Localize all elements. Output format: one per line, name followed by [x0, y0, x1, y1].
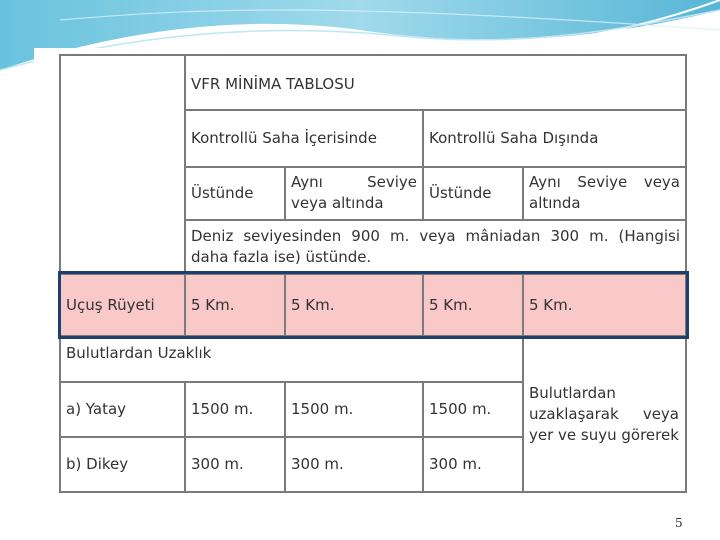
horizontal-value: 1500 m. — [185, 382, 285, 436]
inside-above-header: Üstünde — [185, 167, 285, 220]
table-title: VFR MİNİMA TABLOSU — [185, 55, 686, 110]
inside-controlled-header: Kontrollü Saha İçerisinde — [185, 110, 423, 166]
vfr-minima-table — [59, 54, 687, 493]
corner-cell — [60, 55, 185, 274]
horizontal-value: 1500 m. — [285, 382, 423, 436]
cloud-distance-label: Bulutlardan Uzaklık — [60, 336, 523, 382]
outside-above-header: Üstünde — [423, 167, 523, 220]
vertical-label: b) Dikey — [60, 437, 185, 492]
vertical-value: 300 m. — [185, 437, 285, 492]
horizontal-value: 1500 m. — [423, 382, 523, 436]
visibility-value: 5 Km. — [523, 274, 686, 336]
visibility-value: 5 Km. — [185, 274, 285, 336]
inside-same-level-header: Aynı Seviye veya altında — [285, 167, 423, 220]
vertical-value: 300 m. — [423, 437, 523, 492]
outside-same-level-header: Aynı Seviye veya altında — [523, 167, 686, 220]
horizontal-label: a) Yatay — [60, 382, 185, 436]
altitude-condition: Deniz seviyesinden 900 m. veya mâniadan 300 m. (Hangisi daha fazla ise) üstünde. — [185, 220, 686, 274]
vertical-value: 300 m. — [285, 437, 423, 492]
page-number: 5 — [675, 516, 683, 530]
visibility-value: 5 Km. — [285, 274, 423, 336]
visibility-label: Uçuş Rüyeti — [60, 274, 185, 336]
outside-controlled-header: Kontrollü Saha Dışında — [423, 110, 686, 166]
cloud-outside-note: Bulutlardan uzaklaşarak veya yer ve suyu görerek — [523, 336, 686, 492]
visibility-value: 5 Km. — [423, 274, 523, 336]
